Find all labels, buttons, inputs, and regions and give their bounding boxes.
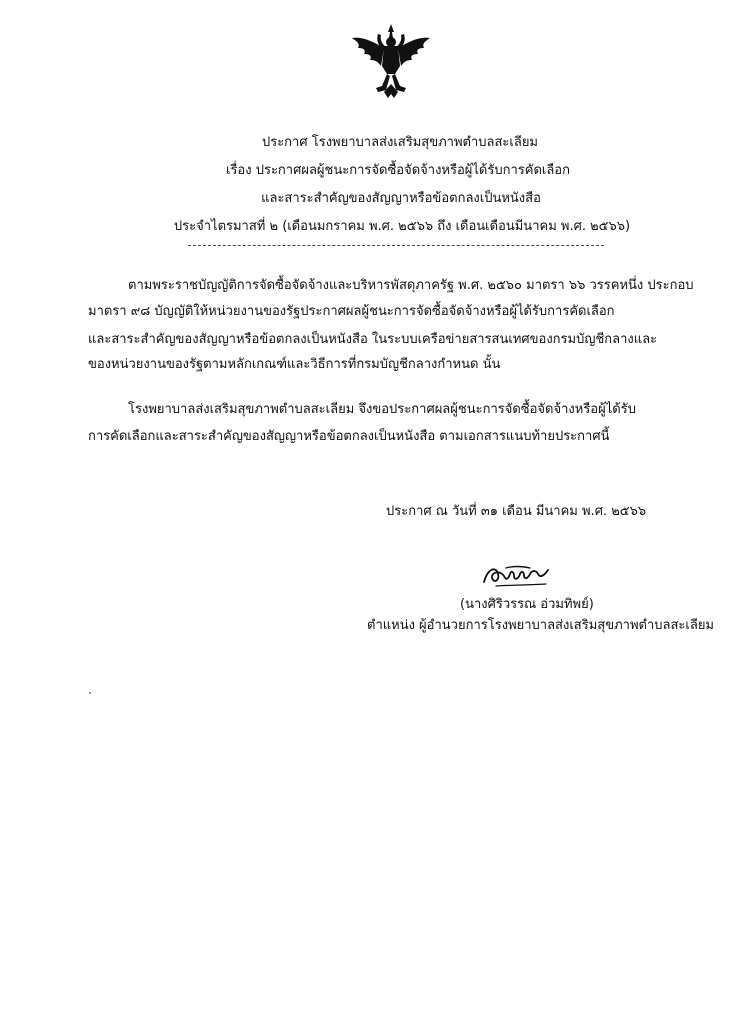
paragraph1-line: มาตรา ๙๘ บัญญัติให้หน่วยงานของรัฐประกาศผลผู้ชนะการจัดซื้อจัดจ้างหรือผู้ได้รับการคัดเลือก bbox=[88, 304, 615, 319]
header-divider bbox=[188, 245, 604, 246]
paragraph1-line: ตามพระราชบัญญัติการจัดซื้อจัดจ้างและบริหารพัสดุภาครัฐ พ.ศ. ๒๕๖๐ มาตรา ๖๖ วรรคหนึ่ง ประกอบ bbox=[128, 278, 694, 293]
announcement-subject: เรื่อง ประกาศผลผู้ชนะการจัดซื้อจัดจ้างหรือผู้ได้รับการคัดเลือก bbox=[226, 163, 570, 178]
paragraph2-line: การคัดเลือกและสาระสำคัญของสัญญาหรือข้อตกลงเป็นหนังสือ ตามเอกสารแนบท้ายประกาศนี้ bbox=[88, 429, 610, 444]
garuda-emblem-icon bbox=[348, 22, 434, 100]
signer-title: ตำแหน่ง ผู้อำนวยการโรงพยาบาลส่งเสริมสุขภาพตำบลสะเลียม bbox=[367, 618, 715, 633]
paragraph2-line: โรงพยาบาลส่งเสริมสุขภาพตำบลสะเลียม จึงขอประกาศผลผู้ชนะการจัดซื้อจัดจ้างหรือผู้ได้รับ bbox=[128, 402, 636, 417]
handwritten-signature-icon bbox=[478, 560, 556, 590]
paragraph1-line: ของหน่วยงานของรัฐตามหลักเกณฑ์และวิธีการที่กรมบัญชีกลางกำหนด นั้น bbox=[88, 357, 501, 372]
announcement-period: ประจำไตรมาสที่ ๒ (เดือนมกราคม พ.ศ. ๒๕๖๖ ถึง เดือนเดือนมีนาคม พ.ศ. ๒๕๖๖) bbox=[173, 219, 631, 234]
scan-speck bbox=[89, 692, 91, 694]
signer-name: (นางศิริวรรณ อ่วมทิพย์) bbox=[460, 597, 594, 612]
announcement-issuer: ประกาศ โรงพยาบาลส่งเสริมสุขภาพตำบลสะเลียม bbox=[261, 135, 539, 150]
announcement-date: ประกาศ ณ วันที่ ๓๑ เดือน มีนาคม พ.ศ. ๒๕๖๖ bbox=[386, 504, 647, 519]
paragraph1-line: และสาระสำคัญของสัญญาหรือข้อตกลงเป็นหนังสือ ในระบบเครือข่ายสารสนเทศของกรมบัญชีกลางและ bbox=[88, 332, 658, 347]
announcement-subject-continued: และสาระสำคัญของสัญญาหรือข้อตกลงเป็นหนังสือ bbox=[261, 191, 541, 206]
